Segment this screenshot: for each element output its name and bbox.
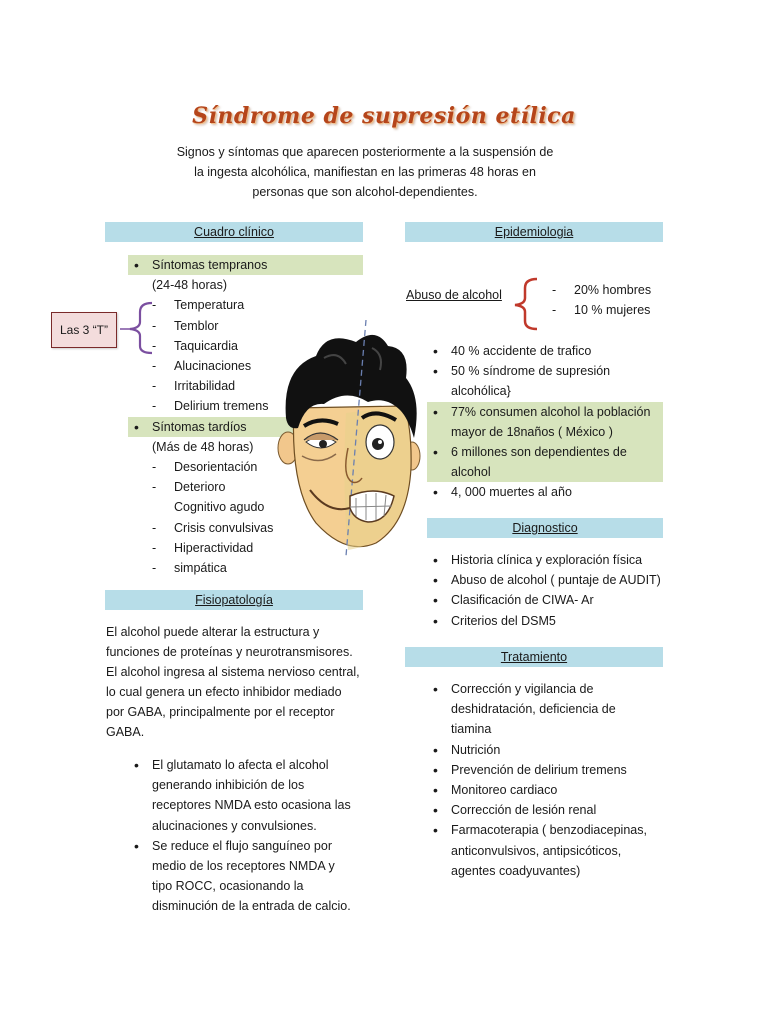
paragraph-line: El alcohol puede alterar la estructura y (106, 625, 320, 639)
list-item: • Clasificación de CIWA- Ar (427, 590, 677, 610)
page-title: Síndrome de supresión etílica (192, 103, 576, 129)
list-item: • Historia clínica y exploración física (427, 550, 677, 570)
bullet-line: agentes coadyuvantes) (451, 863, 581, 878)
bullet-line: • Corrección y vigilancia de (451, 682, 594, 696)
purple-bracket-icon (118, 300, 158, 356)
list-item: - Irritabilidad (152, 376, 363, 396)
diagnostico-list (427, 550, 677, 631)
list-item: • Abuso de alcohol ( puntaje de AUDIT) (427, 570, 677, 590)
list-item (427, 679, 677, 740)
tratamiento-header: Tratamiento (405, 647, 663, 667)
abuso-alcohol-label: Abuso de alcohol (406, 288, 502, 302)
list-item: - Desorientación (152, 457, 363, 477)
epidemiologia-header: Epidemiologia (405, 222, 663, 242)
list-item (427, 341, 663, 361)
bullet-line: • 40 % accidente de trafico (451, 344, 592, 358)
bullet-line: anticonvulsivos, antipsicóticos, (451, 843, 622, 858)
list-item: • Criterios del DSM5 (427, 611, 677, 631)
list-item: - Taquicardia (152, 336, 363, 356)
cuadro-clinico-header: Cuadro clínico (105, 222, 363, 242)
sintomas-tardios: • Síntomas tardíos (128, 417, 363, 437)
list-item: - Delirium tremens (152, 396, 363, 416)
list-item (128, 755, 378, 836)
paragraph-line: El alcohol ingresa al sistema nervioso central, (106, 665, 360, 679)
list-item: - Hiperactividad (152, 538, 363, 558)
list-item: - Deterioro (152, 477, 363, 497)
paragraph-line: por GABA, principalmente por el receptor (106, 705, 335, 719)
list-item (427, 740, 677, 760)
list-item: - 10 % mujeres (552, 300, 672, 320)
intro-line: la ingesta alcohólica, manifiestan en las primeras 48 horas en (194, 165, 536, 179)
bullet-line: • Nutrición (451, 742, 501, 757)
intro-line: personas que son alcohol-dependientes. (252, 185, 478, 199)
diagnostico-header: Diagnostico (427, 518, 663, 538)
bullet-line: generando inhibición de los (152, 778, 305, 793)
bullet-line: medio de los receptores NMDA y (152, 859, 335, 874)
paragraph-line: lo cual genera un efecto inhibidor mediado (106, 685, 342, 699)
fisiopatologia-header: Fisiopatología (105, 590, 363, 610)
list-item-text: Cognitivo agudo (174, 500, 265, 515)
tratamiento-list (427, 679, 677, 881)
paragraph-line: funciones de proteínas y neurotransmisores. (106, 645, 353, 659)
bullet-line: • Se reduce el flujo sanguíneo por (152, 838, 332, 853)
withdrawal-face-illustration (276, 318, 426, 558)
bullet-line: alcohólica} (451, 384, 511, 399)
tempranos-sub: (24-48 horas) (152, 278, 228, 293)
list-item: - Alucinaciones (152, 356, 363, 376)
epidemiologia-bullets (427, 341, 663, 503)
bullet-line: tipo ROCC, ocasionando la (152, 879, 304, 894)
list-item (427, 780, 677, 800)
bullet-line: • 50 % síndrome de supresión (451, 364, 611, 379)
paragraph-line: GABA. (106, 725, 145, 739)
intro-line: Signos y síntomas que aparecen posteriormente a la suspensión de (176, 145, 554, 159)
bullet-line: • Prevención de delirium tremens (451, 762, 627, 777)
list-item: - Temperatura (152, 295, 363, 315)
red-bracket-icon (505, 276, 541, 332)
bullet-line: tiamina (451, 722, 492, 737)
bullet-line: mayor de 18naños ( México ) (451, 424, 613, 439)
bullet-line: • El glutamato lo afecta el alcohol (152, 758, 329, 772)
bullet-line: • 4, 000 muertes al año (451, 485, 572, 500)
bullet-line: deshidratación, deficiencia de (451, 702, 616, 717)
list-item (427, 482, 663, 502)
bullet-line: disminución de la entrada de calcio. (152, 899, 351, 914)
bullet-line: • 6 millones son dependientes de (451, 445, 627, 460)
bullet-line: alcohol (451, 465, 491, 480)
list-item-highlighted (427, 402, 663, 442)
intro-text (170, 142, 560, 202)
list-item (128, 836, 378, 917)
abuso-list (552, 280, 672, 320)
sintomas-tempranos: • Síntomas tempranos (128, 255, 363, 275)
list-item (427, 800, 677, 820)
list-item (427, 760, 677, 780)
list-item (427, 361, 663, 401)
list-item: - simpática (152, 558, 363, 578)
bullet-line: • Monitoreo cardiaco (451, 783, 558, 798)
bullet-line: receptores NMDA esto ocasiona las (152, 798, 351, 813)
bullet-line: • 77% consumen alcohol la población (451, 404, 651, 419)
fisiopatologia-paragraph (106, 622, 368, 742)
list-item: - Crisis convulsivas (152, 518, 363, 538)
list-item: - Temblor (152, 316, 363, 336)
tardios-sub: (Más de 48 horas) (152, 439, 254, 454)
list-item-highlighted (427, 442, 663, 482)
fisiopatologia-bullets (128, 755, 378, 917)
list-item (427, 820, 677, 881)
bullet-line: • Corrección de lesión renal (451, 803, 597, 818)
bullet-line: • Farmacoterapia ( benzodiacepinas, (451, 823, 647, 838)
tres-t-label: Las 3 “T” (51, 312, 117, 348)
bullet-line: alucinaciones y convulsiones. (152, 818, 317, 833)
list-item: - 20% hombres (552, 280, 672, 300)
